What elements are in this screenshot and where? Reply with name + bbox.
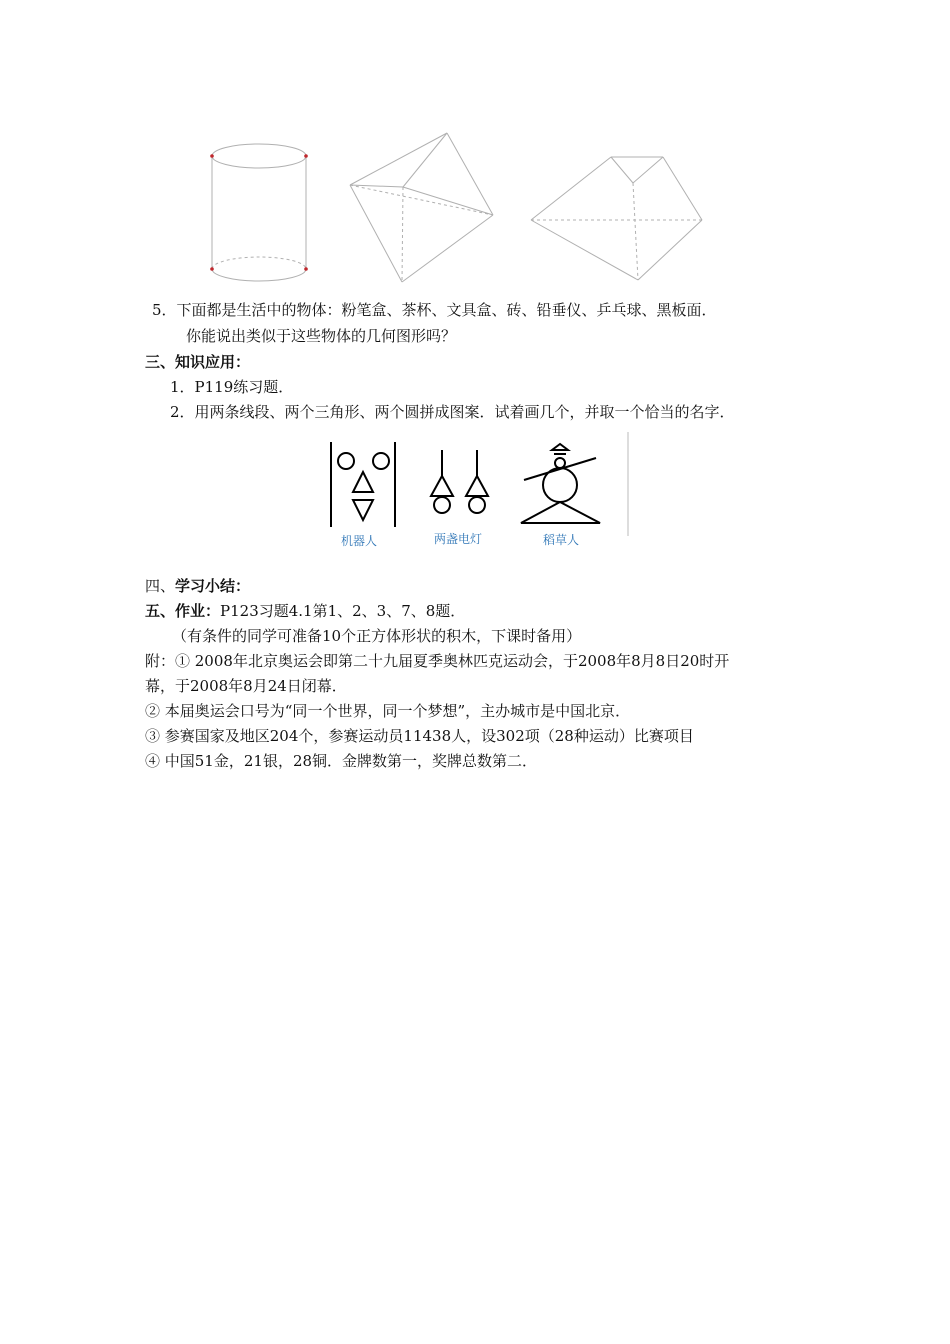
octahedron-figure [350,133,493,282]
cylinder-figure [210,144,308,281]
lamps-figure [431,450,488,513]
section-5-text: P123习题4.1第1、2、3、7、8题． [220,602,466,620]
appendix-line-5: ④ 中国51金，21银，28铜．金牌数第一，奖牌总数第二． [145,752,538,770]
appendix-line-3: ② 本届奥运会口号为“同一个世界，同一个梦想”，主办城市是中国北京． [145,702,631,720]
question-5-line-2: 你能说出类似于这些物体的几何图形吗？ [186,327,457,345]
caption-robot: 机器人 [341,534,378,548]
solid-figures [190,125,730,295]
section-5-note: （有条件的同学可准备10个正方体形状的积木，下课时备用） [172,627,582,645]
caption-scarecrow: 稻草人 [543,533,580,547]
appendix-line-2: 幕，于2008年8月24日闭幕． [145,677,347,695]
section-5-line [145,599,465,623]
section-4-prefix: 四、 [145,577,176,595]
caption-lamps: 两盏电灯 [434,532,483,546]
appendix-line-4: ③ 参赛国家及地区204个，参赛运动员11438人，设302项（28种运动）比赛项目 [145,727,694,745]
appendix-line-1: 附：① 2008年北京奥运会即第二十九届夏季奥林匹克运动会，于2008年8月8日20时开 [145,652,730,670]
pyramid-figure [531,157,702,280]
section-4-heading: 学习小结： [175,577,251,595]
scarecrow-figure [521,444,600,523]
section-4-line [145,574,250,598]
section-3-item-1: 1．P119练习题． [170,378,294,396]
section-3-heading: 三、知识应用： [145,353,251,371]
question-5-line-1: 5．下面都是生活中的物体：粉笔盒、茶杯、文具盒、砖、铅垂仪、乒乓球、黑板面． [152,301,717,319]
section-3-item-2: 2．用两条线段、两个三角形、两个圆拼成图案．试着画几个，并取一个恰当的名字． [170,403,735,421]
section-5-heading: 五、作业： [145,602,221,620]
robot-figure [331,442,395,527]
